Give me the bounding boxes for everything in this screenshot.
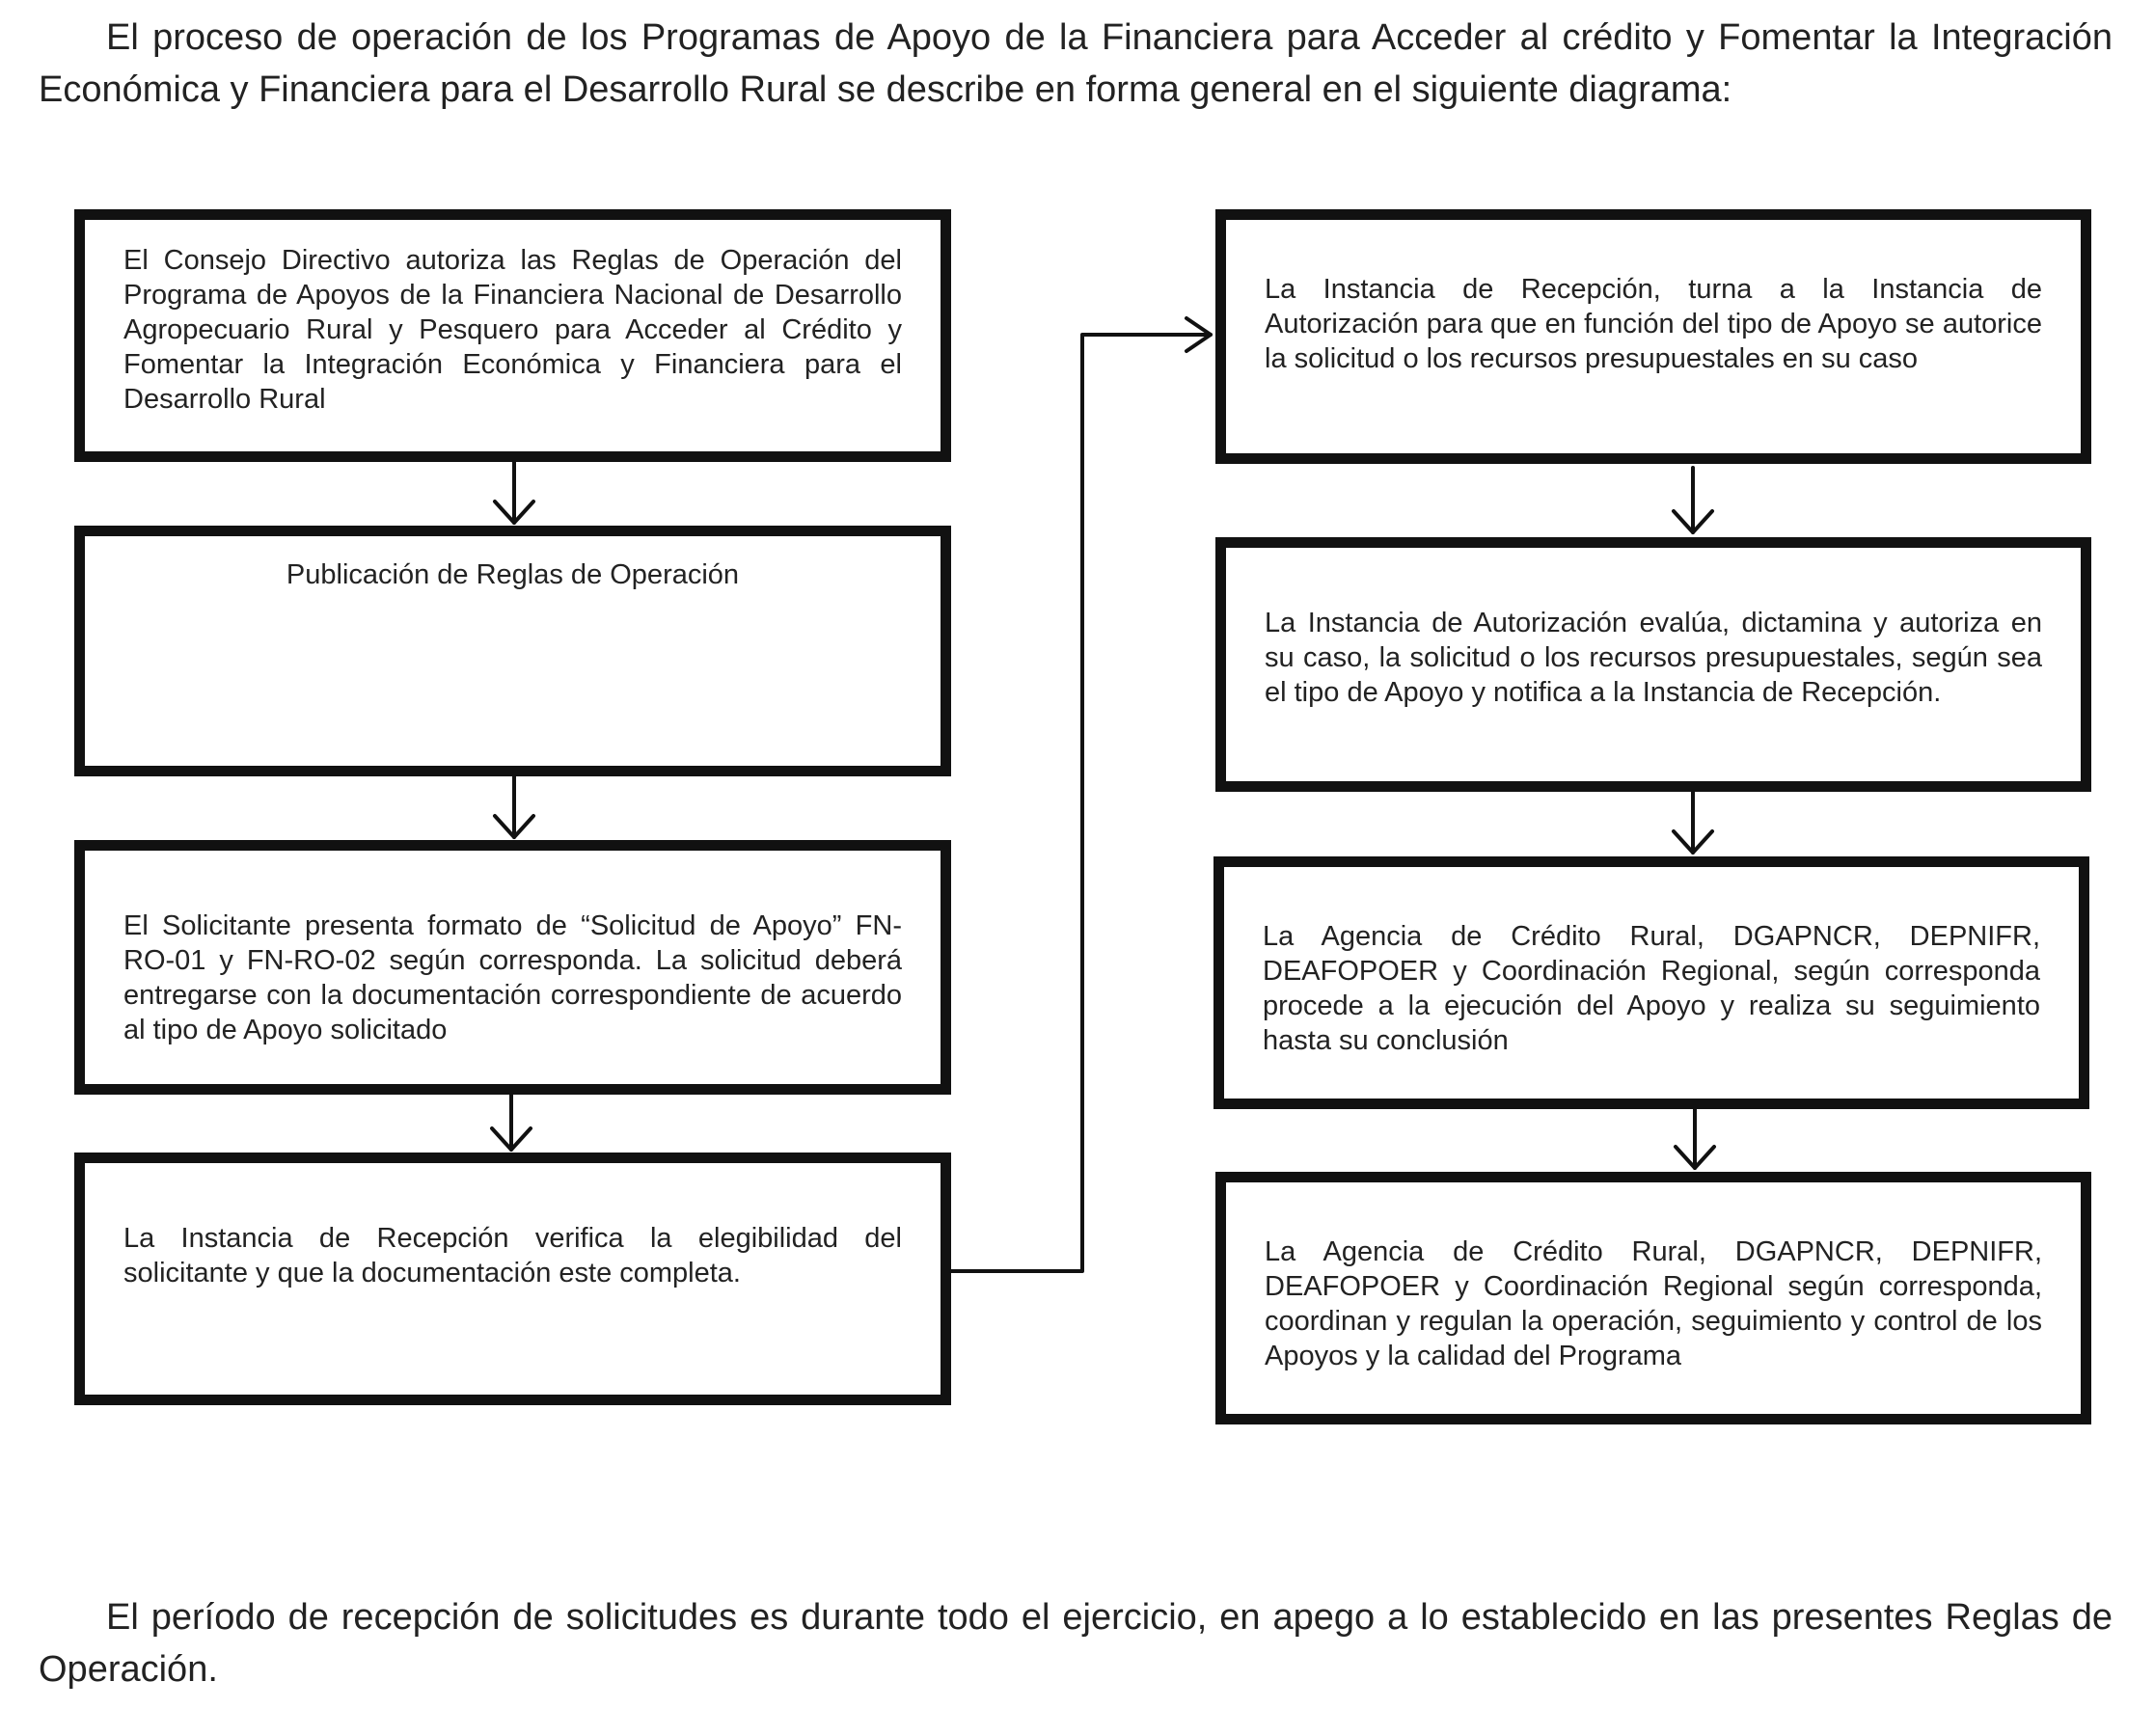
flow-box-consejo-autoriza <box>74 209 951 462</box>
arrow-down-icon <box>1674 792 1712 853</box>
flow-box-text: La Agencia de Crédito Rural, DGAPNCR, DEPNIFR, DEAFOPOER y Coordinación Regional según corresponda, coordinan y regulan la operación, seguimiento y control de los Apoyos y la calidad del Programa <box>1265 1236 2042 1371</box>
flow-box-text: La Instancia de Autorización evalúa, dictamina y autoriza en su caso, la solicitud o los recursos presupuestales, según sea el tipo de Apoyo y notifica a la Instancia de Recepción. <box>1265 608 2042 708</box>
arrow-down-icon <box>495 776 533 837</box>
arrow-down-icon <box>492 1095 531 1150</box>
flow-box-text: Publicación de Reglas de Operación <box>286 559 740 590</box>
flow-box-text: El Consejo Directivo autoriza las Reglas de Operación del Programa de Apoyos de la Financiera Nacional de Desarrollo Agropecuario Rural y Pesquero para Acceder al Crédito y Fomentar la Integración Económica y Financiera para el Desarrollo Rural <box>123 245 902 415</box>
outro-paragraph: El período de recepción de solicitudes es durante todo el ejercicio, en apego a lo establecido en las presentes Reglas de Operación. <box>39 1597 2113 1690</box>
flow-box-recepcion-verifica <box>74 1153 951 1405</box>
arrow-right-connector-icon <box>951 318 1211 1271</box>
flow-box-agencia-ejecucion <box>1213 856 2089 1109</box>
flow-box-text: La Agencia de Crédito Rural, DGAPNCR, DEPNIFR, DEAFOPOER y Coordinación Regional, según corresponda procede a la ejecución del Apoyo y realiza su seguimiento hasta su conclusión <box>1263 921 2040 1056</box>
arrow-down-icon <box>1674 468 1712 532</box>
flow-box-solicitante-presenta <box>74 840 951 1095</box>
flow-box-publicacion <box>74 526 951 776</box>
flow-box-text: La Instancia de Recepción verifica la elegibilidad del solicitante y que la documentación este completa. <box>123 1223 902 1288</box>
flow-box-text: El Solicitante presenta formato de “Solicitud de Apoyo” FN-RO-01 y FN-RO-02 según corresponda. La solicitud deberá entregarse con la documentación correspondiente de acuerdo al tipo de Apoyo solicitado <box>123 910 902 1045</box>
intro-paragraph: El proceso de operación de los Programas de Apoyo de la Financiera para Acceder al crédito y Fomentar la Integración Económica y Financiera para el Desarrollo Rural se describe en forma general en el siguiente diagrama: <box>39 17 2113 110</box>
arrow-down-icon <box>1676 1109 1714 1168</box>
flow-box-agencia-coordinan <box>1215 1172 2091 1424</box>
arrow-down-icon <box>495 462 533 523</box>
flow-box-autorizacion-evalua <box>1215 537 2091 792</box>
flow-box-text: La Instancia de Recepción, turna a la Instancia de Autorización para que en función del tipo de Apoyo se autorice la solicitud o los recursos presupuestales en su caso <box>1265 274 2042 374</box>
flow-box-recepcion-turna <box>1215 209 2091 464</box>
